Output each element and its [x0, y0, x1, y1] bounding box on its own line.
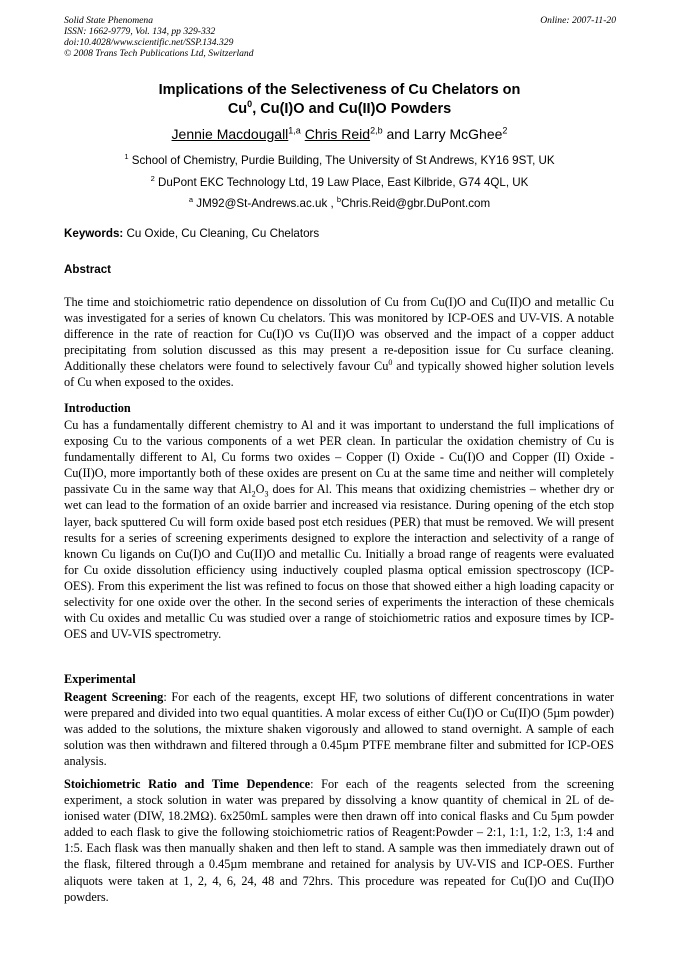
- affiliation-2: [64, 176, 615, 190]
- author-reid: Chris Reid: [304, 126, 371, 142]
- author-mcghee: Larry McGhee: [413, 126, 503, 142]
- journal-info: [64, 15, 254, 59]
- abstract-text-b: and typically showed higher solution levels of Cu when exposed to the oxides.: [64, 359, 614, 390]
- reagent-screening-text: [64, 689, 614, 769]
- journal-issn: ISSN: 1662-9779, Vol. 134, pp 329-332: [64, 26, 216, 37]
- introduction-text: [64, 417, 614, 642]
- abstract-sup: 0: [388, 358, 393, 368]
- email-b[interactable]: Chris.Reid@gbr.DuPont.com: [341, 197, 491, 210]
- stoichiometric-body: : For each of the reagents selected from the screening experiment, a stock solution in water was prepared by dissolving a know quantity of chemical in 2L of de-ionised water (DIW, 18.2MΩ). 6x250mL samples were then drawn off into conical flasks and Cu 5µm powder added to each flask to give the following stoichiometric ratios of Reagent:Powder – 2:1, 1:1, 1:2, 1:3, 1:4 and 1:5. Each flask was then manually shaken and then left to stand. A sample was then immediately drawn out of the flask, filtered through a 0.45µm membrane and retained for analysis by UV-VIS and ICP-OES. Further aliquots were taken at 1, 2, 4, 6, 24, 48 and 72hrs. This procedure was repeated for Cu(I)O and Cu(II)O powders.: [64, 777, 614, 904]
- journal-copyright: © 2008 Trans Tech Publications Ltd, Switzerland: [64, 48, 254, 59]
- author-macdougall: Jennie Macdougall: [171, 126, 289, 142]
- title-cu-sup: 0: [247, 99, 253, 110]
- author-emails: [64, 197, 615, 211]
- keywords-text: Cu Oxide, Cu Cleaning, Cu Chelators: [126, 227, 320, 240]
- affiliation-1: [64, 154, 615, 168]
- journal-name: Solid State Phenomena: [64, 15, 153, 26]
- reagent-screening-body: : For each of the reagents, except HF, two solutions of different concentrations in water were prepared and divided into two equal quantities. A molar excess of either Cu(I)O or Cu(II)O (5µm powder) was added to the solutions, the mixture shaken vigorously and allowed to stand overnight. A sample of each solution was then withdrawn and filtered through a 0.45µm PTFE membrane filter and submitted for ICP-OES analysis.: [64, 690, 614, 769]
- reagent-screening-label: Reagent Screening: [64, 690, 164, 704]
- author-macdougall-affil: 1,a: [288, 125, 301, 136]
- experimental-heading: Experimental: [64, 672, 136, 686]
- email-a[interactable]: JM92@St-Andrews.ac.uk ,: [196, 197, 334, 210]
- author-reid-affil: 2,b: [370, 125, 383, 136]
- author-list: [64, 125, 615, 143]
- abstract-text-a: The time and stoichiometric ratio dependence on dissolution of Cu from Cu(I)O and Cu(II)O and metallic Cu was investigated for a series of known Cu chelators. This was monitored by ICP-OES and UV-VIS. A notable difference in the rate of reaction for Cu(I)O vs Cu(II)O was observed and the impact of a copper adduct precipitating from solution discussed as this may present a re-deposition issue for Cu surface cleaning. Additionally these chelators were found to selectively favour Cu: [64, 295, 614, 374]
- affiliation-2-mark: 2: [150, 174, 155, 184]
- email-a-mark: a: [188, 195, 194, 205]
- affiliation-1-mark: 1: [124, 152, 129, 162]
- intro-text-b: O: [255, 482, 265, 497]
- intro-sub-2: 3: [264, 489, 269, 499]
- affiliation-2-text: DuPont EKC Technology Ltd, 19 Law Place, East Kilbride, G74 4QL, UK: [158, 176, 529, 189]
- paper-title: [64, 81, 615, 119]
- introduction-heading: Introduction: [64, 401, 131, 415]
- title-line-2: [64, 100, 615, 119]
- stoichiometric-label: Stoichiometric Ratio and Time Dependence: [64, 777, 311, 791]
- abstract-text: [64, 294, 614, 391]
- author-conjunction: and: [382, 126, 414, 142]
- email-b-mark: b: [336, 195, 342, 205]
- journal-doi[interactable]: doi:10.4028/www.scientific.net/SSP.134.329: [64, 37, 234, 48]
- keywords-label: Keywords:: [64, 227, 124, 240]
- stoichiometric-text: [64, 776, 614, 905]
- affiliation-1-text: School of Chemistry, Purdie Building, The University of St Andrews, KY16 9ST, UK: [131, 154, 555, 167]
- intro-text-a: Cu has a fundamentally different chemistry to Al and it was important to understand the full implications of exposing Cu to the various components of a wet PER clean. In particular the oxidation chemistry of Cu is fundamentally different to Al, Cu forms two oxides – Copper (I) Oxide - Cu(I)O and Copper (II) Oxide - Cu(II)O, more importantly both of these oxides are present on Cu at the same time and neither will completely passivate Cu in the same way that Al: [64, 418, 614, 497]
- intro-sub-1: 2: [251, 489, 256, 499]
- intro-text-c: does for Al. This means that oxidizing chemistries – whether dry or wet can lead to the formation of an oxide barrier and increased via resistance. During opening of the etch stop layer, back sputtered Cu will form oxide based post etch residues (PER) that must be removed. We will present results for a series of screening experiments designed to explore the interaction and selectivity of a range of known Cu ligands on Cu(I)O and Cu(II)O and metallic Cu. Initially a broad range of reagents were evaluated for Cu oxide dissolution efficiency using inductively coupled plasma optical emission spectroscopy (ICP-OES). From this experiment the list was refined to focus on those that showed either a high loading capacity or selectivity for one oxide over the other. In the second series of experiments the interaction of these chemicals with Cu oxides and metallic Cu was studied over a range of stoichiometric ratios and exposure times by ICP-OES and UV-VIS spectrometry.: [64, 482, 615, 642]
- author-mcghee-affil: 2: [502, 125, 508, 136]
- abstract-heading: Abstract: [64, 263, 112, 276]
- title-line-1: Implications of the Selectiveness of Cu Chelators on: [158, 82, 521, 98]
- title-cu: Cu: [227, 101, 248, 117]
- keywords: [64, 227, 319, 241]
- online-date: Online: 2007-11-20: [540, 15, 616, 26]
- title-line-2-rest: , Cu(I)O and Cu(II)O Powders: [252, 101, 452, 117]
